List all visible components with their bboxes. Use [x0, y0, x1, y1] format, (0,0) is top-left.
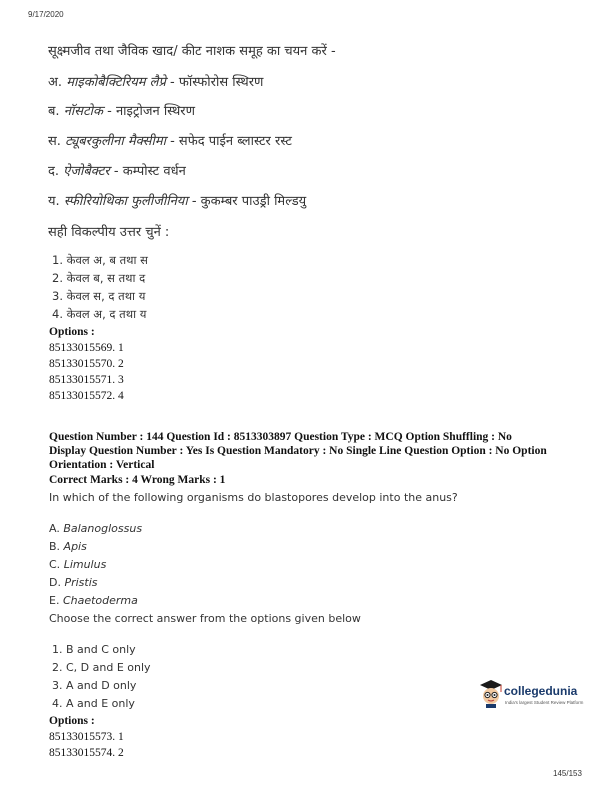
print-date: 9/17/2020 [28, 10, 64, 19]
q143-choice-2: 2. केवल ब, स तथा द [52, 271, 146, 285]
q143-item-d [48, 161, 186, 179]
q144-instruction: Choose the correct answer from the options given below [49, 612, 361, 625]
item-label: द. [48, 164, 64, 179]
q143-item-a [48, 72, 263, 90]
q143-option-3: 85133015571. 3 [49, 374, 124, 386]
q143-intro: सूक्ष्मजीव तथा जैविक खाद/ कीट नाशक समूह का चयन करें - [48, 44, 336, 59]
q143-item-e [48, 191, 306, 209]
item-name: स्फीरियोथिका फुलीजीनिया [63, 194, 188, 209]
q144-option-2: 85133015574. 2 [49, 747, 124, 759]
item-label: A. [49, 522, 64, 535]
q144-option-1: 85133015573. 1 [49, 731, 124, 743]
q144-choice-4: 4. A and E only [52, 697, 135, 710]
item-label: ब. [48, 104, 64, 119]
q143-item-c [48, 131, 292, 149]
item-label: E. [49, 594, 63, 607]
item-label: C. [49, 558, 64, 571]
q144-options-label: Options : [49, 715, 95, 727]
item-name: ट्यूबरकुलीना मैक्सीमा [65, 134, 166, 149]
q144-meta-line3: Orientation : Vertical [49, 459, 155, 471]
q143-option-4: 85133015572. 4 [49, 390, 124, 402]
q144-choice-1: 1. B and C only [52, 643, 136, 656]
collegedunia-logo [478, 678, 588, 712]
item-name: Pristis [64, 576, 98, 589]
q143-option-1: 85133015569. 1 [49, 342, 124, 354]
q143-option-2: 85133015570. 2 [49, 358, 124, 370]
q144-choice-2: 2. C, D and E only [52, 661, 151, 674]
q143-item-b [48, 101, 195, 119]
item-rest: - नाइट्रोजन स्थिरण [102, 104, 196, 119]
q144-item-b [49, 540, 87, 553]
q143-choice-1: 1. केवल अ, ब तथा स [52, 253, 148, 267]
item-label: B. [49, 540, 64, 553]
logo-tagline: India's largest Student Review Platform [505, 700, 584, 705]
q143-options-label: Options : [49, 326, 95, 338]
item-rest: - फॉस्फोरोस स्थिरण [165, 75, 264, 90]
item-label: अ. [48, 75, 67, 90]
item-name: माइकोबैक्टिरियम लैप्रे [66, 75, 166, 90]
q144-marks: Correct Marks : 4 Wrong Marks : 1 [49, 474, 226, 486]
q144-question: In which of the following organisms do blastopores develop into the anus? [49, 491, 458, 504]
q144-choice-3: 3. A and D only [52, 679, 137, 692]
item-name: Apis [63, 540, 87, 553]
item-name: Limulus [63, 558, 107, 571]
item-rest: - सफेद पाईन ब्लास्टर रस्ट [165, 134, 292, 149]
item-label: स. [48, 134, 66, 149]
q144-item-a [49, 522, 142, 535]
mascot-icon [478, 678, 504, 708]
item-name: ऐजोबैक्टर [63, 164, 110, 179]
q143-choice-4: 4. केवल अ, द तथा य [52, 307, 147, 321]
q144-meta-line1: Question Number : 144 Question Id : 8513303897 Question Type : MCQ Option Shuffling : No [49, 431, 512, 443]
q144-meta-line2: Display Question Number : Yes Is Question Mandatory : No Single Line Question Option : No Option [49, 445, 547, 457]
q143-instruction: सही विकल्पीय उत्तर चुनें : [48, 225, 170, 240]
q144-item-e [49, 594, 138, 607]
q144-item-c [49, 558, 106, 571]
q144-item-d [49, 576, 98, 589]
item-name: Balanoglossus [63, 522, 143, 535]
q143-choice-3: 3. केवल स, द तथा य [52, 289, 146, 303]
item-name: नॉसटोक [63, 104, 103, 119]
page-number: 145/153 [553, 769, 582, 778]
item-rest: - कुकम्बर पाउड्री मिल्डयु [187, 194, 307, 209]
logo-brand: collegedunia [504, 684, 578, 698]
item-label: D. [49, 576, 65, 589]
item-name: Chaetoderma [62, 594, 138, 607]
item-rest: - कम्पोस्ट वर्धन [109, 164, 186, 179]
item-label: य. [48, 194, 64, 209]
